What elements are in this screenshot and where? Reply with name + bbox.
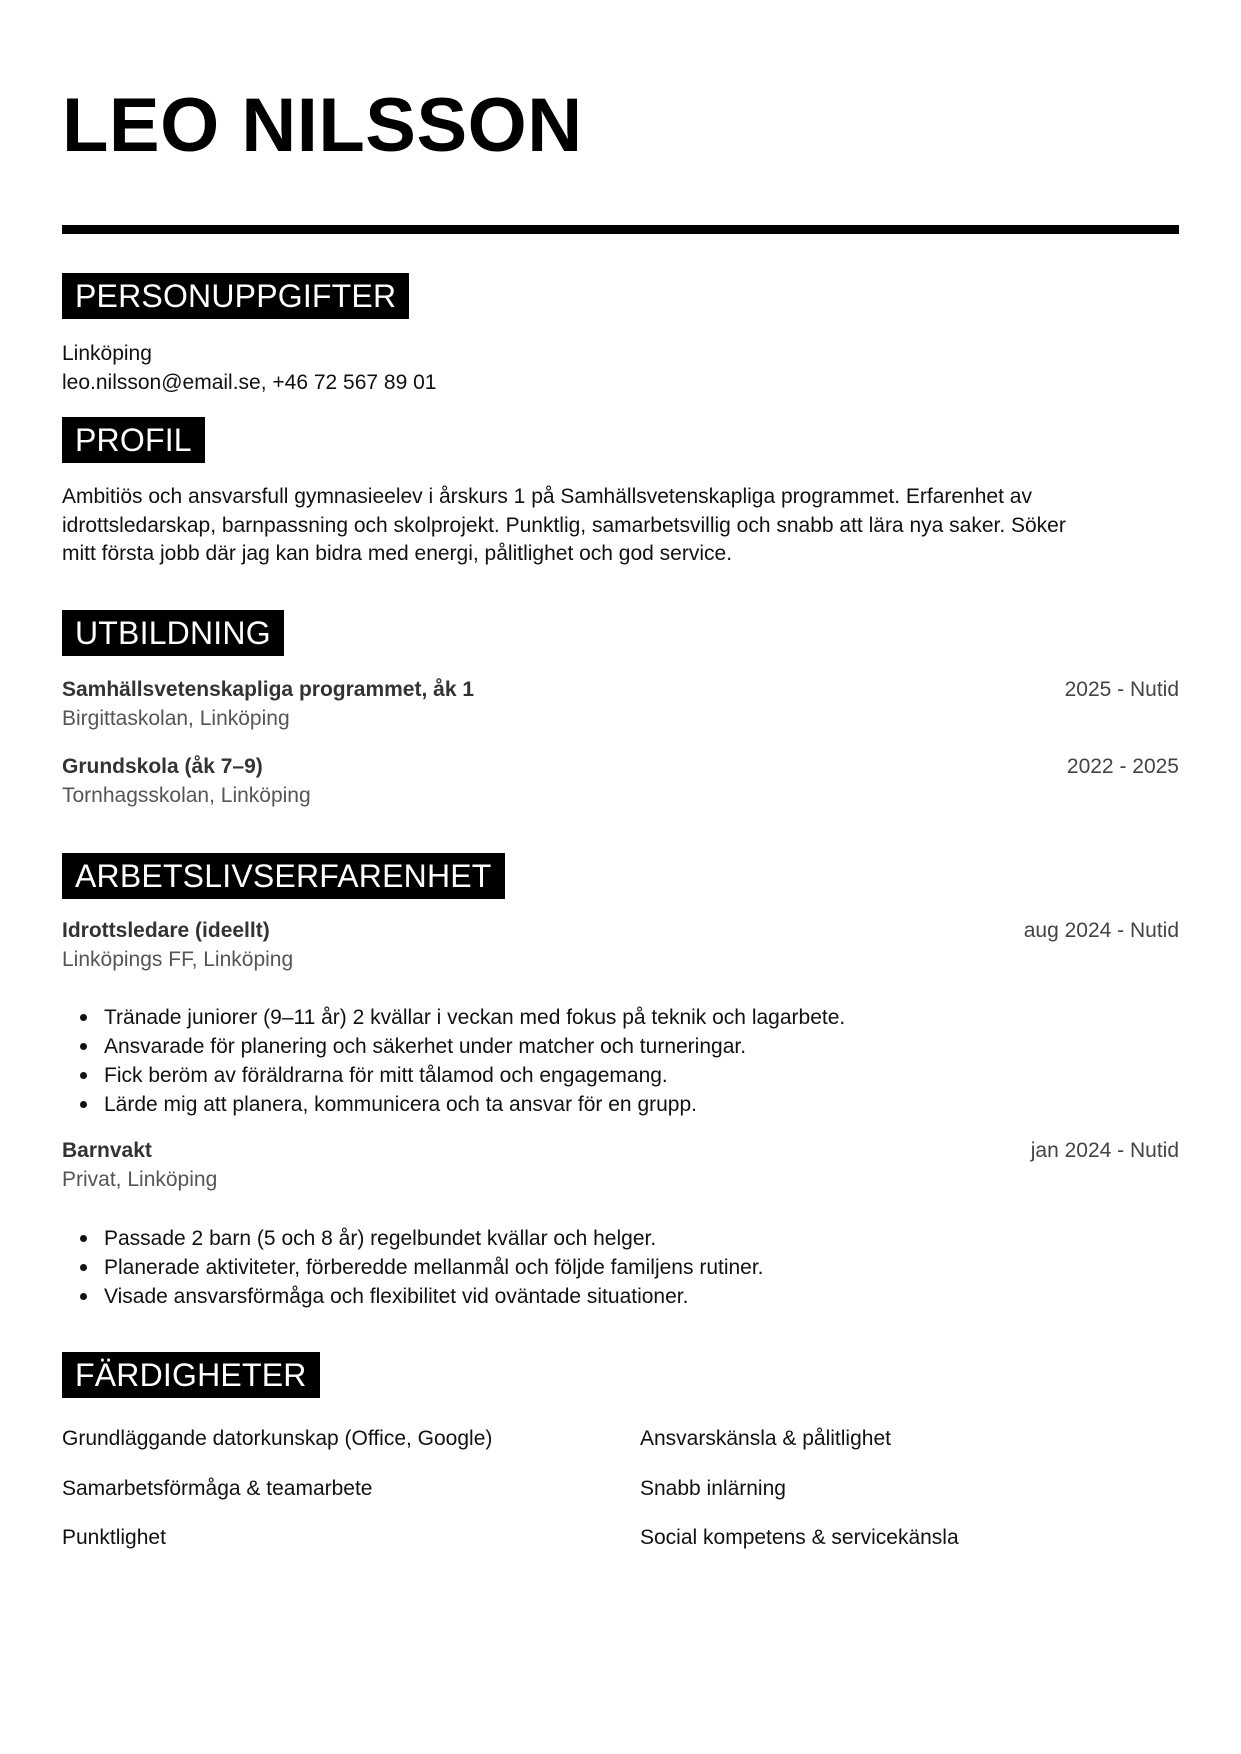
education-date: 2022 - 2025 <box>1066 755 1179 778</box>
section-heading-profile: PROFIL <box>62 417 205 463</box>
personal-contact: leo.nilsson@email.se, +46 72 567 89 01 <box>62 370 437 394</box>
education-school: Tornhagsskolan, Linköping <box>62 783 311 807</box>
profile-line: mitt första jobb där jag kan bidra med energi, pålitlighet och god service. <box>62 542 733 565</box>
personal-city: Linköping <box>62 342 152 365</box>
experience-title: Barnvakt <box>62 1139 152 1162</box>
experience-entry <box>62 1137 1179 1194</box>
candidate-name: LEO NILSSON <box>62 83 583 168</box>
education-school: Birgittaskolan, Linköping <box>62 706 290 730</box>
experience-bullets <box>62 1003 1179 1119</box>
experience-entry <box>62 917 1179 974</box>
education-title: Samhällsvetenskapliga programmet, åk 1 <box>62 678 475 701</box>
section-heading-experience: ARBETSLIVSERFARENHET <box>62 853 505 899</box>
bullet-item: Ansvarade för planering och säkerhet under matcher och turneringar. <box>62 1032 1179 1061</box>
skill-item: Samarbetsförmåga & teamarbete <box>62 1476 373 1500</box>
experience-date: aug 2024 - Nutid <box>1023 919 1179 942</box>
profile-text <box>62 483 1179 569</box>
profile-line: idrottsledarskap, barnpassning och skolprojekt. Punktlig, samarbetsvillig och snabb att lära nya saker. Söker <box>62 513 1066 537</box>
bullet-item: Visade ansvarsförmåga och flexibilitet vid oväntade situationer. <box>62 1282 1179 1311</box>
bullet-item: Tränade juniorer (9–11 år) 2 kvällar i veckan med fokus på teknik och lagarbete. <box>62 1003 1179 1032</box>
education-date: 2025 - Nutid <box>1064 678 1179 701</box>
section-heading-skills: FÄRDIGHETER <box>62 1352 320 1398</box>
education-title: Grundskola (åk 7–9) <box>62 755 263 778</box>
section-heading-personal: PERSONUPPGIFTER <box>62 273 409 319</box>
experience-bullets <box>62 1224 1179 1311</box>
skill-item: Social kompetens & servicekänsla <box>640 1526 959 1549</box>
experience-org: Linköpings FF, Linköping <box>62 947 294 971</box>
section-heading-education: UTBILDNING <box>62 610 284 656</box>
skill-item: Grundläggande datorkunskap (Office, Google) <box>62 1427 493 1450</box>
bullet-item: Planerade aktiviteter, förberedde mellanmål och följde familjens rutiner. <box>62 1253 1179 1282</box>
skill-item: Punktlighet <box>62 1526 166 1549</box>
skills-grid <box>62 1425 1179 1553</box>
personal-details <box>62 340 1179 397</box>
education-entry <box>62 753 1179 810</box>
bullet-item: Passade 2 barn (5 och 8 år) regelbundet kvällar och helger. <box>62 1224 1179 1253</box>
skill-item: Ansvarskänsla & pålitlighet <box>640 1427 891 1450</box>
profile-line: Ambitiös och ansvarsfull gymnasieelev i årskurs 1 på Samhällsvetenskapliga programmet. Erfarenhet av <box>62 485 1032 508</box>
experience-title: Idrottsledare (ideellt) <box>62 919 270 942</box>
bullet-item: Lärde mig att planera, kommunicera och ta ansvar för en grupp. <box>62 1090 1179 1119</box>
header-divider <box>62 225 1179 234</box>
education-entry <box>62 676 1179 733</box>
bullet-item: Fick beröm av föräldrarna för mitt tålamod och engagemang. <box>62 1061 1179 1090</box>
skill-item: Snabb inlärning <box>640 1476 786 1500</box>
experience-date: jan 2024 - Nutid <box>1030 1139 1179 1162</box>
experience-org: Privat, Linköping <box>62 1167 218 1191</box>
